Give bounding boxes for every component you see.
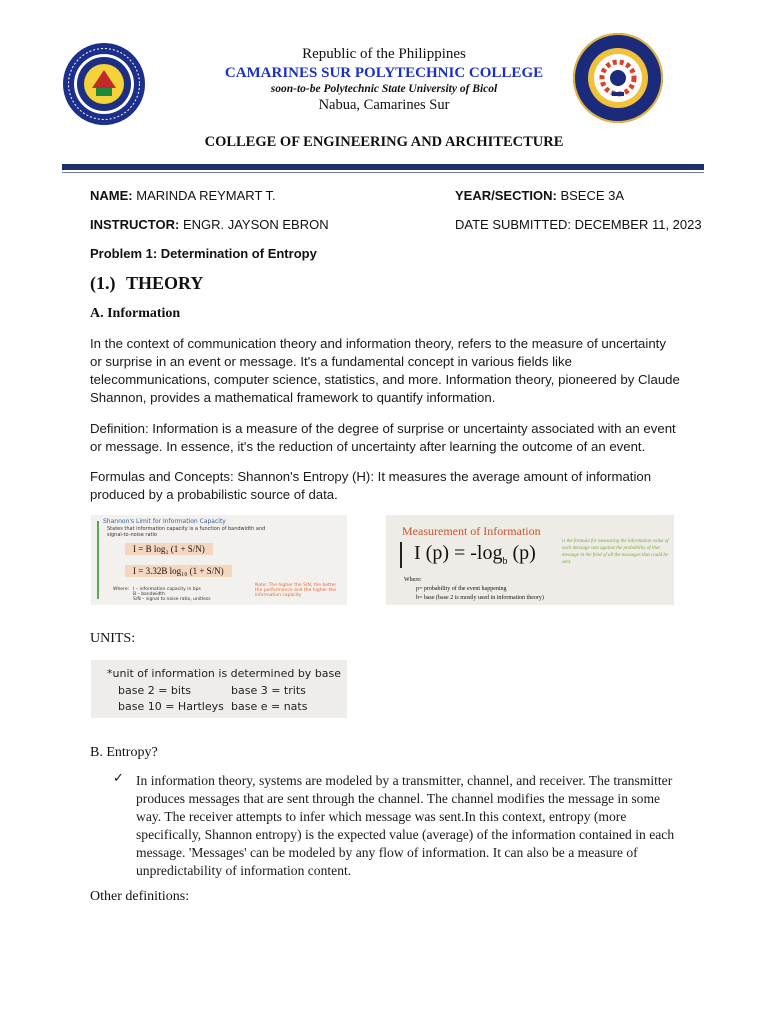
subsection-a: A. Information xyxy=(90,306,181,321)
figure1-bullet: States that information capacity is a function of bandwidth and signal-to-noise ratio xyxy=(107,526,266,538)
header-rule-thick xyxy=(62,164,704,170)
name-field xyxy=(90,188,276,203)
name-label: NAME: xyxy=(90,188,133,203)
republic-line: Republic of the Philippines xyxy=(302,46,466,62)
instructor-label: INSTRUCTOR: xyxy=(90,217,180,232)
figure2-formula xyxy=(414,542,536,567)
paragraph-3: Formulas and Concepts: Shannon's Entropy (H): It measures the average amount of information produced by a probabilistic source of data. xyxy=(90,469,652,502)
units-base10: base 10 = Hartleys xyxy=(118,700,224,713)
figure1-formula2: I = 3.32B log₁₀ (1 + S/N) xyxy=(125,565,232,577)
figure2-def2: b= base (base 2 is mostly used in information theory) xyxy=(416,595,544,601)
name-value: MARINDA REYMART T. xyxy=(136,188,276,203)
paragraph-2: Definition: Information is a measure of the degree of surprise or uncertainty associated with an event or message. In essence, it's the reduction of uncertainty after learning the outcome of an event. xyxy=(90,421,676,454)
figure2-formula-sub: b xyxy=(502,556,508,567)
header-rule-thin xyxy=(62,172,704,173)
figure2-bar xyxy=(400,542,402,568)
year-value: BSECE 3A xyxy=(560,188,625,203)
figure1-accent-bar xyxy=(97,521,99,599)
units-figure xyxy=(91,660,347,718)
soon-to-be-line: soon-to-be Polytechnic State University of Bicol xyxy=(270,83,498,95)
units-base2: base 2 = bits xyxy=(118,684,192,697)
figure2-side-note: is the formula for measuring the information value of each message sent against the probability of that message in the field of all the messages that could be sent. xyxy=(562,539,669,565)
instructor-value: ENGR. JAYSON EBRON xyxy=(182,217,329,232)
checkmark-icon: ✓ xyxy=(113,771,124,786)
units-base-e: base e = nats xyxy=(231,700,308,713)
figure1-def3: S/N – signal to noise ratio, unitless xyxy=(133,597,211,602)
figure2-title: Measurement of Information xyxy=(402,524,541,538)
figure1-note: Note: The higher the S/N, the better the performance and the higher the information capacity xyxy=(255,583,337,598)
units-base3: base 3 = trits xyxy=(231,684,306,697)
units-title: *unit of information is determined by base xyxy=(107,667,342,680)
figure1-where: Where: xyxy=(113,587,130,592)
figure1-def2: B – bandwidth xyxy=(133,592,165,597)
section-title: THEORY xyxy=(126,273,204,293)
paragraph-1: In the context of communication theory and information theory, refers to the measure of uncertainty or surprise in an event or message. It's a fundamental concept in various fields like telecommunications, computer science, statistics, and more. Information theory, pioneered by Claude Shannon, provides a mathematical framework to quantify information. xyxy=(90,336,680,405)
figure2-where: Where: xyxy=(404,577,422,583)
year-section-field xyxy=(455,188,624,203)
shannon-limit-figure xyxy=(91,515,347,605)
entropy-bullet-text: In information theory, systems are modeled by a transmitter, channel, and receiver. The transmitter produces messages that are sent through the channel. The channel modifies the message in some way. The receiver attempts to infer which message was sent.In this context, entropy (more specifically, Shannon entropy) is the expected value (average) of the information contained in each message. 'Messages' can be modeled by any flow of information. It can also be a measure of unpredictability of information content. xyxy=(136,773,675,878)
date-submitted: DATE SUBMITTED: DECEMBER 11, 2023 xyxy=(455,217,702,232)
section-heading xyxy=(90,273,203,294)
figure1-title: Shannon's Limit for Information Capacity xyxy=(103,518,226,525)
figure1-formula1: I = B log₂ (1 + S/N) xyxy=(125,543,213,555)
figure2-formula-end: (p) xyxy=(507,542,536,564)
figure2-def1: p= probability of the event happening xyxy=(416,586,507,592)
year-label: YEAR/SECTION: xyxy=(455,188,557,203)
problem-title: Problem 1: Determination of Entropy xyxy=(90,246,317,261)
subsection-b: B. Entropy? xyxy=(90,745,158,760)
instructor-field xyxy=(90,217,329,232)
location-line: Nabua, Camarines Sur xyxy=(318,97,450,113)
measurement-of-information-figure xyxy=(386,515,674,605)
figure2-formula-main: I (p) = -log xyxy=(414,542,503,564)
department-title: COLLEGE OF ENGINEERING AND ARCHITECTURE xyxy=(204,134,564,150)
other-definitions: Other definitions: xyxy=(90,889,190,904)
units-label: UNITS: xyxy=(90,631,136,646)
figure1-def1: I – information capacity in bps xyxy=(133,587,201,592)
college-name: CAMARINES SUR POLYTECHNIC COLLEGE xyxy=(224,65,544,81)
section-number: (1.) xyxy=(90,273,116,293)
